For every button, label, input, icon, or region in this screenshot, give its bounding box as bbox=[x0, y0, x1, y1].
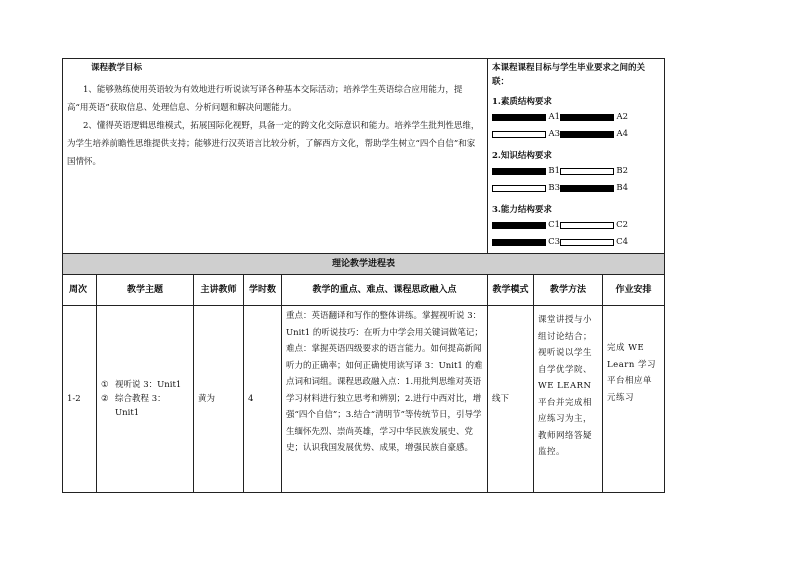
requirement-group-title: 2.知识结构要求 bbox=[492, 151, 552, 161]
requirement-row bbox=[492, 217, 660, 234]
header-hours: 学时数 bbox=[244, 275, 282, 306]
unchecked-box-icon bbox=[492, 131, 546, 138]
cell-hours: 4 bbox=[244, 306, 282, 493]
requirement-item bbox=[560, 217, 628, 234]
requirement-label: B2 bbox=[616, 166, 629, 176]
requirement-label: A3 bbox=[548, 129, 561, 139]
requirement-row bbox=[492, 109, 660, 126]
cell-mode: 线下 bbox=[488, 306, 534, 493]
checked-box-icon bbox=[492, 114, 546, 121]
requirements-title: 本课程课程目标与学生毕业要求之间的关联： bbox=[492, 63, 646, 87]
requirement-item bbox=[492, 234, 560, 251]
header-content: 教学的重点、难点、课程思政融入点 bbox=[282, 275, 488, 306]
checked-box-icon bbox=[560, 131, 614, 138]
cell-teacher: 黄为 bbox=[194, 306, 244, 493]
header-week: 周次 bbox=[63, 275, 97, 306]
cell-week: 1-2 bbox=[63, 306, 97, 493]
requirement-label: B1 bbox=[548, 166, 561, 176]
requirement-row bbox=[492, 234, 660, 251]
schedule-title: 理论教学进程表 bbox=[63, 254, 665, 275]
requirement-label: B4 bbox=[616, 183, 629, 193]
requirement-group-title: 3.能力结构要求 bbox=[492, 205, 552, 215]
requirement-label: C2 bbox=[616, 220, 629, 230]
header-teacher: 主讲教师 bbox=[194, 275, 244, 306]
topic-text: 综合教程 3：Unit1 bbox=[115, 394, 166, 418]
requirement-label: A1 bbox=[548, 112, 561, 122]
requirement-item bbox=[560, 109, 628, 126]
requirement-item bbox=[492, 163, 560, 180]
cell-content: 重点：英语翻译和写作的整体讲练。掌握视听说 3：Unit1 的听说技巧：在听力中学会用关键词做笔记；难点：掌握英语四级要求的语言能力。如何提高新闻听力的正确率；如何正确使用读写译 3：Unit1 的难点词和词组。课程思政融入点：1.用批判思维对英语学习材料进行独立思考和辨别；2.进行中西对比，增强“四个自信”；3.结合“清明节”等传统节日，引导学生缅怀先烈、崇尚英雄，学习中华民族发展史、党史；认识我国发展优势、成果，增强民族自豪感。 bbox=[282, 306, 488, 493]
header-method: 教学方法 bbox=[534, 275, 603, 306]
syllabus-table bbox=[62, 58, 665, 493]
cell-homework: 完成 WE Learn 学习平台相应单元练习 bbox=[603, 306, 665, 493]
requirement-item bbox=[560, 163, 628, 180]
objectives-para-1: 1、能够熟练使用英语较为有效地进行听说读写译各种基本交际活动；培养学生英语综合应用能力，提高“用英语”获取信息、处理信息、分析问题和解决问题能力。 bbox=[67, 85, 463, 113]
topic-text: 视听说 3：Unit1 bbox=[115, 380, 182, 390]
topic-number: ② bbox=[101, 394, 109, 404]
checked-box-icon bbox=[560, 114, 614, 121]
schedule-title-row bbox=[63, 254, 665, 275]
requirements-groups bbox=[492, 95, 660, 251]
requirement-item bbox=[492, 126, 560, 143]
requirement-label: A2 bbox=[616, 112, 629, 122]
topic-number: ① bbox=[101, 380, 109, 390]
checked-box-icon bbox=[492, 239, 546, 246]
checked-box-icon bbox=[560, 185, 614, 192]
objectives-row bbox=[63, 59, 665, 254]
cell-method: 课堂讲授与小组讨论结合；视听说以学生自学优学院、WE LEARN 平台并完成相应练习为主，教师网络答疑监控。 bbox=[534, 306, 603, 493]
checked-box-icon bbox=[492, 168, 546, 175]
requirement-label: B3 bbox=[548, 183, 561, 193]
cell-topics bbox=[97, 306, 194, 493]
objectives-para-2: 2、懂得英语逻辑思维模式，拓展国际化视野，具备一定的跨文化交际意识和能力。培养学生批判性思维，为学生培养前瞻性思维提供支持；能够进行汉英语言比较分析，了解西方文化，帮助学生树立“四个自信”和家国情怀。 bbox=[67, 121, 480, 167]
requirement-item bbox=[560, 180, 628, 197]
objectives-cell bbox=[63, 59, 488, 254]
schedule-row bbox=[63, 306, 665, 493]
requirement-label: A4 bbox=[616, 129, 629, 139]
schedule-header-row bbox=[63, 275, 665, 306]
header-topic: 教学主题 bbox=[97, 275, 194, 306]
requirement-label: C1 bbox=[548, 220, 561, 230]
requirement-item bbox=[492, 180, 560, 197]
requirement-item bbox=[560, 234, 628, 251]
header-mode: 教学模式 bbox=[488, 275, 534, 306]
topic-item bbox=[101, 378, 189, 392]
requirement-row bbox=[492, 126, 660, 143]
requirement-item bbox=[492, 109, 560, 126]
header-homework: 作业安排 bbox=[603, 275, 665, 306]
unchecked-box-icon bbox=[560, 168, 614, 175]
requirement-group-title: 1.素质结构要求 bbox=[492, 97, 552, 107]
checked-box-icon bbox=[492, 222, 546, 229]
unchecked-box-icon bbox=[492, 185, 546, 192]
requirement-item bbox=[560, 126, 628, 143]
requirements-cell bbox=[488, 59, 665, 254]
unchecked-box-icon bbox=[560, 222, 614, 229]
requirement-label: C3 bbox=[548, 237, 561, 247]
objectives-title: 课程教学目标 bbox=[91, 63, 143, 73]
document-page bbox=[62, 58, 664, 493]
requirement-item bbox=[492, 217, 560, 234]
requirement-row bbox=[492, 163, 660, 180]
topic-item bbox=[101, 392, 189, 420]
requirement-row bbox=[492, 180, 660, 197]
requirement-label: C4 bbox=[616, 237, 629, 247]
unchecked-box-icon bbox=[560, 239, 614, 246]
